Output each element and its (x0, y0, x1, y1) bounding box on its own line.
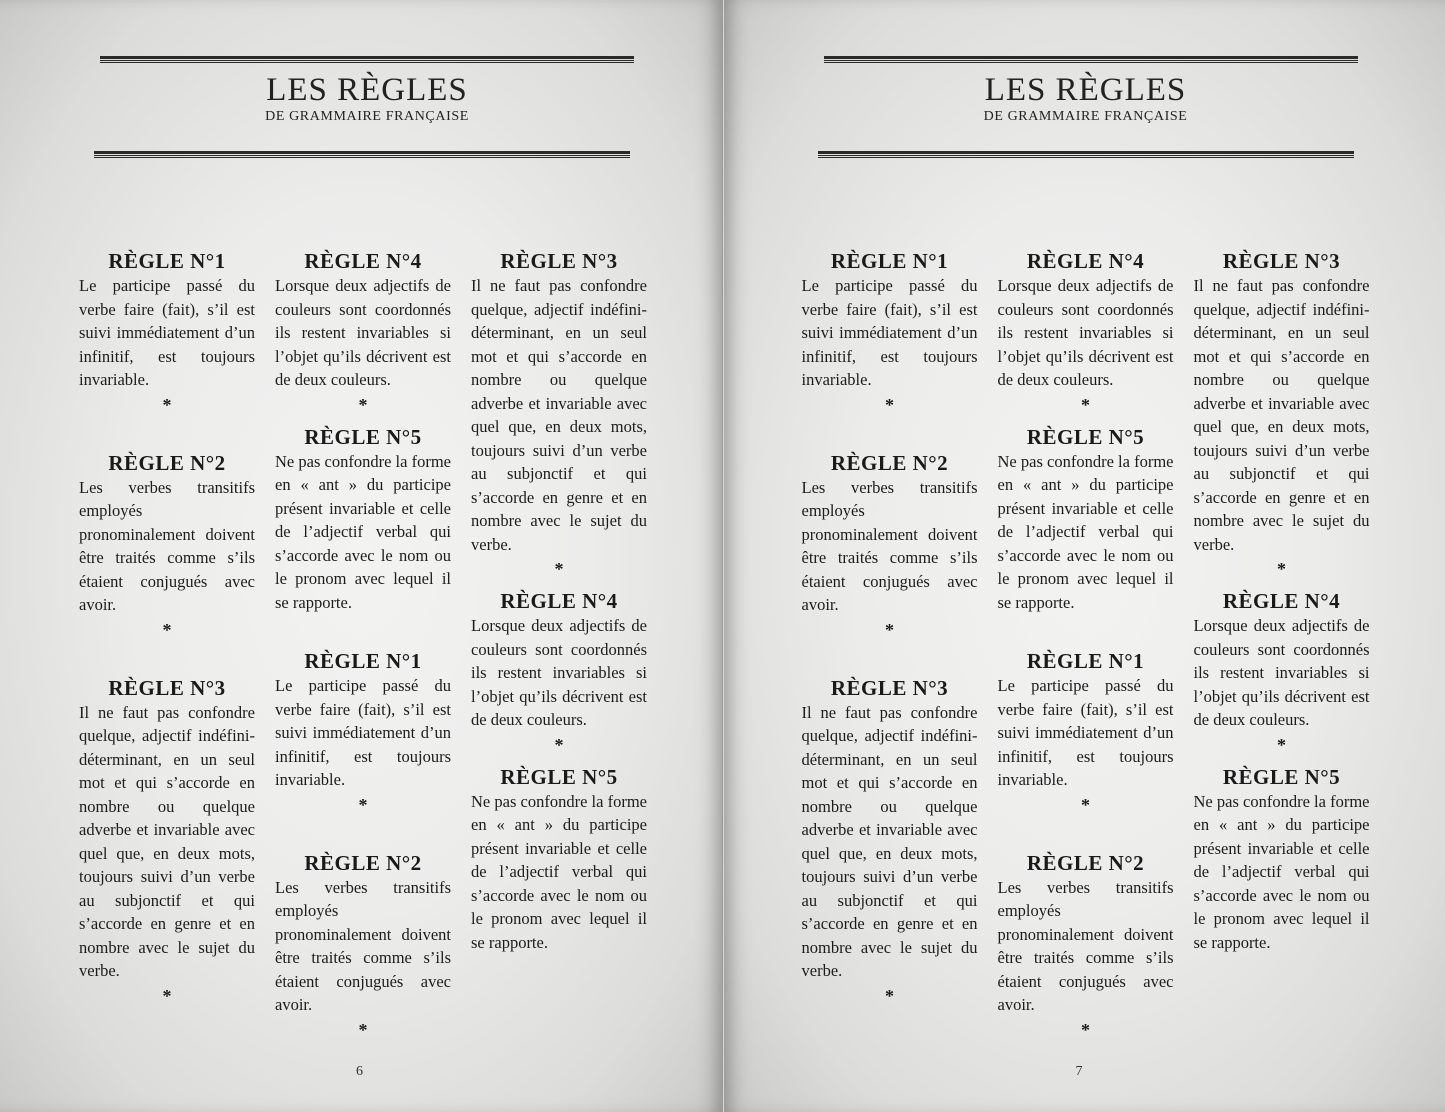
bottom-rule (94, 151, 630, 158)
left-page (0, 0, 722, 1112)
rule-block (1194, 248, 1370, 580)
rule-text: Lorsque deux adjectifs de couleurs sont coordonnés ils restent invariables si l’objet qu’ils décrivent est de deux couleurs. (275, 276, 451, 389)
rule-block (998, 424, 1174, 615)
rule-text: Les verbes transitifs employés pronominalement doivent être traités comme s’ils étaient conjugués avec avoir. (275, 877, 451, 1014)
rule-block (998, 850, 1174, 1041)
separator-star: * (1277, 559, 1286, 579)
column-3 (471, 248, 647, 954)
rule-text: Lorsque deux adjectifs de couleurs sont coordonnés ils restent invariables si l’objet qu’ils décrivent est de deux couleurs. (997, 276, 1174, 389)
header-subtitle: DE GRAMMAIRE FRANÇAISE (983, 109, 1188, 124)
separator-star: * (1081, 1019, 1090, 1040)
rule-text: Ne pas confondre la forme en « ant » du participe présent invariable et celle de l’adjectif verbal qui s’accorde avec le nom ou le pronom avec lequel il se rapporte. (275, 451, 451, 612)
column-2 (998, 248, 1174, 1041)
separator-star: * (885, 985, 894, 1006)
rule-text: Le participe passé du verbe faire (fait), s’il est suivi immédiatement d’un infinitif, est toujours invariable. (79, 276, 255, 389)
top-rule (824, 56, 1358, 63)
separator-star: * (162, 619, 172, 640)
page-number: 6 (356, 1064, 363, 1079)
separator-star: * (162, 394, 172, 415)
rule-title: RÈGLE N°4 (304, 249, 422, 273)
rule-title: RÈGLE N°3 (830, 675, 949, 700)
separator-star: * (162, 985, 172, 1006)
separator-star: * (885, 619, 894, 640)
rule-title: RÈGLE N°2 (1026, 850, 1145, 875)
rule-block (79, 248, 255, 416)
rule-text: Ne pas confondre la forme en « ant » du participe présent invariable et celle de l’adjectif verbal qui s’accorde avec le nom ou le pronom avec lequel il se rapporte. (997, 451, 1174, 612)
page-header (819, 74, 1353, 124)
rule-block (1194, 764, 1370, 955)
rule-title: RÈGLE N°2 (108, 450, 226, 475)
header-title: LES RÈGLES (984, 72, 1187, 108)
rule-block (802, 248, 978, 416)
rule-block (275, 424, 451, 615)
book-gutter (722, 0, 723, 1112)
column-1 (802, 248, 978, 1007)
rule-text: Le participe passé du verbe faire (fait), s’il est suivi immédiatement d’un infinitif, est toujours invariable. (275, 676, 451, 789)
rule-title: RÈGLE N°5 (304, 424, 422, 449)
rule-title: RÈGLE N°4 (1222, 589, 1341, 613)
rule-title: RÈGLE N°1 (830, 249, 949, 273)
rule-text: Le participe passé du verbe faire (fait), s’il est suivi immédiatement d’un infinitif, est toujours invariable. (801, 276, 978, 389)
rule-text: Il ne faut pas confondre quelque, adjectif indéfini-déterminant, en un seul mot et qui s’accorde en nombre ou quelque adverbe et invariable avec quel que, en deux mots, toujours suivi d’un verbe au subjonctif et qui s’accorde en genre et en nombre avec le sujet du verbe. (471, 276, 647, 554)
header-subtitle: DE GRAMMAIRE FRANÇAISE (265, 109, 469, 124)
rule-block (802, 675, 978, 1007)
rule-title: RÈGLE N°3 (108, 675, 226, 700)
rule-text: Les verbes transitifs employés pronominalement doivent être traités comme s’ils étaient conjugués avec avoir. (997, 877, 1174, 1014)
right-page (724, 0, 1445, 1112)
rule-block (79, 675, 255, 1007)
separator-star: * (554, 734, 564, 755)
rule-title: RÈGLE N°5 (1026, 424, 1145, 449)
rule-title: RÈGLE N°1 (304, 649, 422, 673)
rule-text: Ne pas confondre la forme en « ant » du participe présent invariable et celle de l’adjectif verbal qui s’accorde avec le nom ou le pronom avec lequel il se rapporte. (471, 791, 647, 952)
column-1 (79, 248, 255, 1007)
rule-block (998, 648, 1174, 816)
rule-block (79, 450, 255, 641)
rule-title: RÈGLE N°1 (108, 249, 226, 273)
rule-text: Les verbes transitifs employés pronominalement doivent être traités comme s’ils étaient conjugués avec avoir. (801, 477, 978, 614)
rule-title: RÈGLE N°3 (500, 249, 618, 273)
rule-text: Les verbes transitifs employés pronominalement doivent être traités comme s’ils étaient conjugués avec avoir. (79, 477, 255, 614)
rule-block (275, 248, 451, 416)
rule-text: Lorsque deux adjectifs de couleurs sont coordonnés ils restent invariables si l’objet qu’ils décrivent est de deux couleurs. (471, 616, 647, 729)
page-number: 7 (1075, 1064, 1083, 1079)
rule-title: RÈGLE N°4 (1026, 249, 1145, 273)
rule-title: RÈGLE N°2 (830, 450, 949, 475)
separator-star: * (358, 1019, 368, 1040)
rule-title: RÈGLE N°3 (1222, 249, 1341, 273)
page-header (100, 74, 634, 124)
separator-star: * (358, 794, 368, 815)
top-rule (100, 56, 634, 63)
rule-text: Le participe passé du verbe faire (fait), s’il est suivi immédiatement d’un infinitif, est toujours invariable. (997, 676, 1174, 789)
rule-block (471, 588, 647, 756)
rule-title: RÈGLE N°4 (500, 589, 618, 613)
column-3 (1194, 248, 1370, 954)
rule-text: Ne pas confondre la forme en « ant » du participe présent invariable et celle de l’adjectif verbal qui s’accorde avec le nom ou le pronom avec lequel il se rapporte. (1193, 791, 1370, 952)
separator-star: * (1081, 794, 1090, 815)
rule-block (802, 450, 978, 641)
rule-text: Il ne faut pas confondre quelque, adjectif indéfini-déterminant, en un seul mot et qui s’accorde en nombre ou quelque adverbe et invariable avec quel que, en deux mots, toujours suivi d’un verbe au subjonctif et qui s’accorde en genre et en nombre avec le sujet du verbe. (1193, 276, 1370, 554)
rule-title: RÈGLE N°2 (304, 850, 422, 875)
rule-block (1194, 588, 1370, 756)
separator-star: * (358, 394, 368, 415)
rule-text: Il ne faut pas confondre quelque, adjectif indéfini-déterminant, en un seul mot et qui s’accorde en nombre ou quelque adverbe et invariable avec quel que, en deux mots, toujours suivi d’un verbe au subjonctif et qui s’accorde en genre et en nombre avec le sujet du verbe. (801, 702, 978, 980)
rule-text: Lorsque deux adjectifs de couleurs sont coordonnés ils restent invariables si l’objet qu’ils décrivent est de deux couleurs. (1193, 616, 1370, 729)
rule-block (998, 248, 1174, 416)
rule-text: Il ne faut pas confondre quelque, adjectif indéfini-déterminant, en un seul mot et qui s’accorde en nombre ou quelque adverbe et invariable avec quel que, en deux mots, toujours suivi d’un verbe au subjonctif et qui s’accorde en genre et en nombre avec le sujet du verbe. (79, 702, 255, 980)
rule-block (275, 648, 451, 816)
rule-title: RÈGLE N°5 (500, 764, 618, 789)
rule-title: RÈGLE N°5 (1222, 764, 1341, 789)
separator-star: * (1277, 734, 1286, 755)
separator-star: * (554, 559, 564, 579)
header-title: LES RÈGLES (266, 72, 468, 108)
rule-title: RÈGLE N°1 (1026, 649, 1145, 673)
rule-block (471, 764, 647, 955)
bottom-rule (818, 151, 1354, 158)
separator-star: * (885, 394, 894, 415)
separator-star: * (1081, 394, 1090, 415)
rule-block (275, 850, 451, 1041)
column-2 (275, 248, 451, 1041)
rule-block (471, 248, 647, 580)
